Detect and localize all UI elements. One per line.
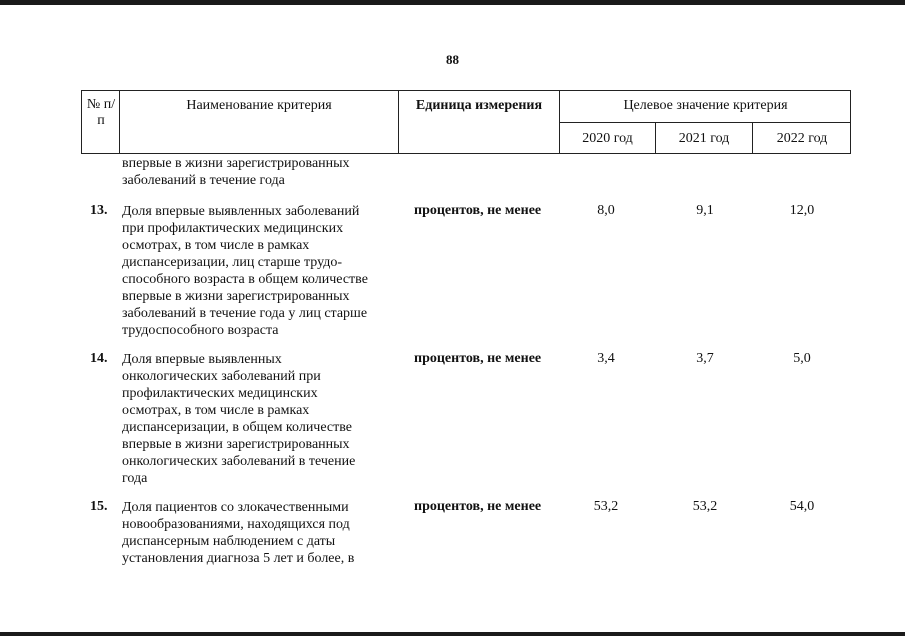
- row-unit: процентов, не менее: [414, 499, 542, 514]
- criterion-line: осмотрах, в том числе в рамках: [122, 238, 310, 253]
- value-2022: 54,0: [789, 499, 815, 514]
- header-year-2021: 2021 год: [678, 131, 730, 146]
- header-col-number: № п/п: [86, 97, 116, 128]
- value-2021: 3,7: [696, 351, 714, 366]
- row-criterion: [122, 499, 354, 567]
- row-number: 14.: [90, 351, 108, 366]
- continued-text: впервые в жизни зарегистрированных заболеваний в течение года: [122, 156, 350, 188]
- value-2021: 9,1: [696, 203, 714, 218]
- criterion-line: профилактических медицинских: [122, 386, 318, 401]
- criterion-line: при профилактических медицинских: [122, 221, 344, 236]
- page-number: 88: [446, 52, 459, 67]
- value-2022: 5,0: [793, 351, 811, 366]
- row-unit: процентов, не менее: [414, 351, 542, 366]
- criterion-line: способного возраста в общем количестве: [122, 272, 368, 287]
- criterion-line: установления диагноза 5 лет и более, в: [122, 551, 355, 566]
- value-2022: 12,0: [789, 203, 815, 218]
- criterion-line: впервые в жизни зарегистрированных: [122, 437, 350, 452]
- criterion-line: Доля впервые выявленных заболеваний: [122, 204, 360, 219]
- top-border: [0, 0, 905, 5]
- criterion-line: Доля пациентов со злокачественными: [122, 500, 349, 515]
- criterion-line: трудоспособного возраста: [122, 323, 279, 338]
- criterion-line: впервые в жизни зарегистрированных: [122, 289, 350, 304]
- row-criterion: [122, 203, 368, 339]
- criterion-line: диспансерным наблюдением с даты: [122, 534, 336, 549]
- bottom-border: [0, 632, 905, 636]
- divider: [559, 122, 851, 123]
- criterion-line: онкологических заболеваний при: [122, 369, 321, 384]
- value-2020: 53,2: [593, 499, 619, 514]
- criterion-line: новообразованиями, находящихся под: [122, 517, 350, 532]
- criterion-line: заболеваний в течение года у лиц старше: [122, 306, 368, 321]
- row-unit: процентов, не менее: [414, 203, 542, 218]
- header-year-2022: 2022 год: [776, 131, 828, 146]
- header-col-target: Целевое значение критерия: [623, 98, 788, 113]
- value-2020: 3,4: [597, 351, 615, 366]
- criterion-line: года: [122, 471, 148, 486]
- table-header: [81, 90, 851, 154]
- header-col-unit: Единица измерения: [415, 98, 543, 113]
- value-2021: 53,2: [692, 499, 718, 514]
- header-year-2020: 2020 год: [582, 131, 633, 146]
- row-number: 13.: [90, 203, 108, 218]
- criterion-line: Доля впервые выявленных: [122, 352, 282, 367]
- criterion-line: диспансеризации, лиц старше трудо-: [122, 255, 343, 270]
- criterion-line: онкологических заболеваний в течение: [122, 454, 356, 469]
- row-number: 15.: [90, 499, 108, 514]
- criterion-line: диспансеризации, в общем количестве: [122, 420, 352, 435]
- row-criterion: [122, 351, 355, 487]
- header-col-name: Наименование критерия: [186, 98, 332, 113]
- value-2020: 8,0: [597, 203, 615, 218]
- criterion-line: осмотрах, в том числе в рамках: [122, 403, 310, 418]
